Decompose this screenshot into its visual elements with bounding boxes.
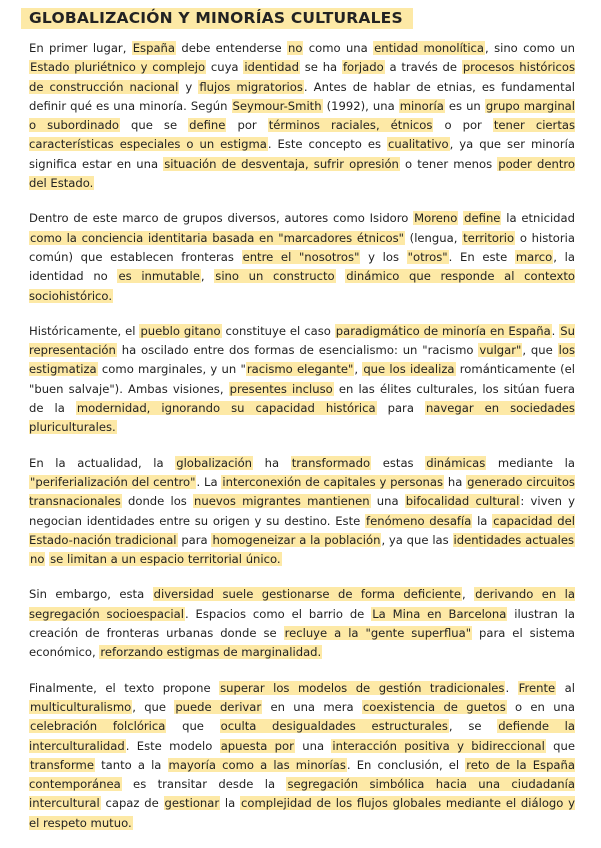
highlighted-text: derivando en la segregación socioespacial [29,587,575,621]
highlighted-text: que los idealiza [363,362,455,377]
highlighted-text: superar los modelos de gestión tradicionales [220,680,505,695]
document-title: GLOBALIZACIÓN Y MINORÍAS CULTURALES [21,8,413,29]
highlighted-text: tener ciertas características especiales o un estigma [29,118,576,152]
highlighted-text: reforzando estigmas de marginalidad. [100,645,322,660]
text-run: en las élites culturales, los sitúan fuera de la [29,381,575,416]
highlighted-text: paradigmático de minoría en España [335,323,551,338]
highlighted-text: La Mina en Barcelona [372,606,507,621]
text-run: por [226,118,268,133]
text-run: como marginales, y un " [97,362,246,377]
highlighted-text: defiende la interculturalidad [29,719,576,753]
highlighted-text: reto de la España contemporánea [29,757,575,792]
text-run: una [294,738,332,753]
text-run: o historia común) que establecen fronteras [29,230,575,264]
text-run: . Espacios como el barrio de [184,606,372,621]
text-run: Históricamente, el [29,323,140,338]
highlighted-text: Su representación [29,323,576,358]
highlighted-text: se limitan a un espacio territorial único. [50,552,281,567]
text-run: Sin embargo, esta [29,587,153,602]
text-run: es transitar desde la [121,777,287,792]
text-run: ha oscilado entre dos formas de esencialismo: un "racismo [116,343,479,358]
text-run: como una [303,41,374,55]
text-run: la etnicidad [501,211,575,226]
text-run: tanto a la [94,757,168,772]
text-run: estas [371,455,426,470]
highlighted-text: Estado pluriétnico y complejo [30,60,206,75]
highlighted-text: gestionar [164,796,220,811]
text-run [336,269,346,283]
text-run: que [545,738,576,753]
text-run: o por [433,118,493,133]
text-run: la [472,513,493,528]
highlighted-text: identidades actuales [453,532,574,547]
highlighted-text: modernidad, ignorando su capacidad histórica [76,401,376,416]
highlighted-text: coexistencia de guetos [362,699,506,714]
highlighted-text: transformado [291,455,371,470]
text-run: . Este modelo [125,738,220,753]
text-run: ha [444,474,467,489]
highlighted-text: entre el "nosotros" [242,249,360,264]
text-run: mediante la [486,455,575,470]
text-run: capaz de [100,796,164,811]
text-run: para el sistema económico, [29,626,575,660]
highlighted-text: celebración folclórica [30,719,166,734]
text-run: se ha [299,60,342,75]
text-run: En la actualidad, la [29,455,176,470]
highlighted-text: nuevos migrantes mantienen [194,494,370,509]
highlighted-text: Frente [518,680,556,695]
highlighted-text: términos raciales, étnicos [268,118,433,133]
paragraph [29,454,575,570]
text-run: . La [196,474,222,489]
text-run: ilustran la creación de fronteras urbanas donde se [29,606,576,641]
text-run: debe entenderse [176,41,287,55]
highlighted-text: grupo marginal o subordinado [29,98,575,133]
text-run: (1992), una [322,98,399,113]
text-run: Dentro de este marco de grupos diversos, autores como Isidoro [29,211,414,226]
text-run: una [370,494,405,509]
text-run: , ya que las [381,532,453,547]
text-run: . Antes de hablar de etnias, es fundamental definir qué es una minoría. Según [29,79,576,113]
highlighted-text: no [30,552,45,567]
highlighted-text: entidad monolítica [374,41,485,55]
text-run: o en una [506,699,575,714]
text-run: para [177,532,212,547]
highlighted-text: marco [515,249,553,264]
highlighted-text: forjado [342,60,384,75]
text-run: . Este concepto es [267,137,387,152]
text-run: , la identidad no [29,249,575,284]
highlighted-text: como la conciencia identitaria basada en "marcadores étnicos" [30,230,404,245]
highlighted-text: interacción positiva y bidireccional [332,738,545,753]
text-run: . En conclusión, el [346,757,466,772]
highlighted-text: identidad [244,60,299,75]
highlighted-text: flujos migratorios [199,79,303,94]
highlighted-text: generado circuitos transnacionales [29,474,575,509]
highlighted-text: capacidad del Estado-nación tradicional [29,513,575,547]
paragraph [29,585,575,662]
highlighted-text: dinámico que responde al contexto sociohistórico. [29,269,575,303]
highlighted-text: fenómeno desafía [366,513,472,528]
highlighted-text: España [132,41,176,55]
highlighted-text: los estigmatiza [29,343,575,377]
text-run: : viven y negocian identidades entre su origen y su destino. Este [29,494,575,528]
text-run: y los [360,249,407,264]
highlighted-text: poder dentro del Estado. [29,156,576,191]
highlighted-text: recluye a la "gente superflua" [284,626,472,641]
highlighted-text: cualitativo [387,137,449,152]
paragraph [29,322,575,438]
text-run: En primer lugar, [29,41,132,55]
text-run: , se [448,719,498,734]
text-run: (lengua, [404,230,463,245]
text-run: Finalmente, el texto propone [29,680,220,695]
text-run: , [354,362,363,377]
highlighted-text: racismo elegante" [246,362,354,377]
text-run: y [179,79,199,94]
highlighted-text: oculta desigualdades estructurales [220,719,448,734]
text-run: que se [120,118,189,133]
highlighted-text: apuesta por [220,738,294,753]
text-run: al [556,680,575,695]
highlighted-text: "periferialización del centro" [30,474,196,489]
highlighted-text: vulgar" [479,343,522,358]
document-body [29,39,575,833]
highlighted-text: Seymour-Smith [232,98,322,113]
highlighted-text: complejidad de los flujos globales mediante el diálogo y el respeto mutuo. [29,796,576,830]
text-run: para [376,401,425,416]
text-run: . [551,323,560,338]
highlighted-text: sino un constructo [215,269,335,284]
text-run: donde los [121,494,194,509]
highlighted-text: no [287,41,303,55]
text-run: ha [253,455,291,470]
text-run: a través de [384,60,462,75]
highlighted-text: define [189,118,226,133]
highlighted-text: transforme [30,757,94,772]
highlighted-text: pueblo gitano [140,323,221,338]
text-run: que [166,719,220,734]
highlighted-text: Moreno [414,211,458,226]
text-run: la [220,796,240,811]
highlighted-text: bifocalidad cultural [405,494,520,509]
highlighted-text: mayoría como a las minorías [168,757,346,772]
highlighted-text: dinámicas [426,455,486,470]
text-run: . En este [448,249,515,264]
highlighted-text: procesos históricos de construcción nacional [29,60,575,94]
text-run: románticamente (el "buen salvaje"). Ambas visiones, [29,362,575,396]
text-run: cuya [206,60,244,75]
highlighted-text: navegar en sociedades pluriculturales. [29,401,575,435]
highlighted-text: segregación simbólica hacia una ciudadanía intercultural [29,777,575,811]
text-run: es un [444,98,485,113]
text-run: , ya que ser minoría significa estar en una [29,137,575,171]
highlighted-text: interconexión de capitales y personas [222,474,444,489]
highlighted-text: puede derivar [175,699,262,714]
highlighted-text: multiculturalismo [30,699,132,714]
highlighted-text: es inmutable [118,269,200,284]
text-run: o tener menos [399,156,498,171]
text-run: , que [522,343,558,358]
text-run: , sino como un [485,41,576,55]
highlighted-text: diversidad suele gestionarse de forma deficiente [153,587,461,602]
paragraph [29,39,575,193]
text-run: en una mera [262,699,362,714]
highlighted-text: presentes incluso [229,381,333,396]
text-run: , que [132,699,175,714]
highlighted-text: minoría [399,98,444,113]
highlighted-text: define [464,211,501,226]
highlighted-text: homogeneizar a la población [212,532,381,547]
highlighted-text: territorio [463,230,515,245]
text-run: . [505,680,518,695]
paragraph [29,209,575,305]
paragraph [29,679,575,833]
highlighted-text: "otros" [407,249,448,264]
highlighted-text: globalización [176,455,253,470]
text-run: constituye el caso [221,323,335,338]
text-run: , [461,587,475,602]
highlighted-text: situación de desventaja, sufrir opresión [164,156,399,171]
text-run: , [200,269,215,284]
